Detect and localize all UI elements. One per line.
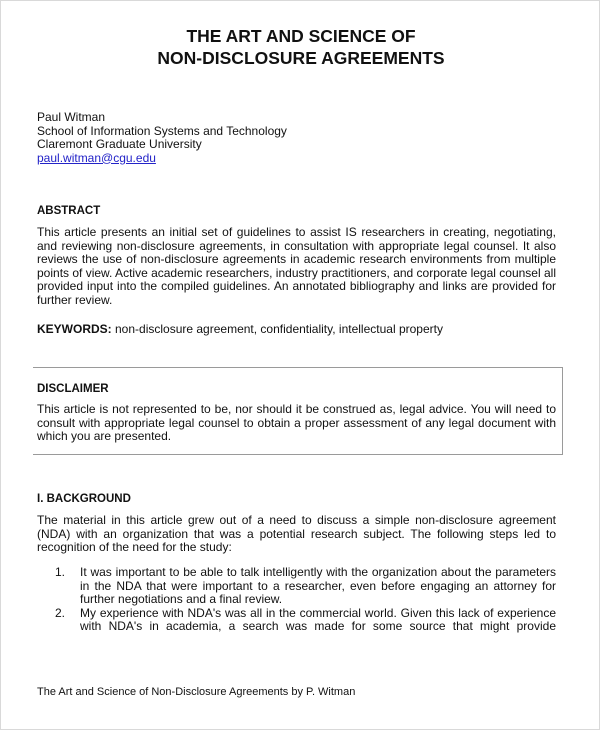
disclaimer-text: This article is not represented to be, nor should it be construed as, legal advice. You will need to consult with appropriate legal counsel to obtain a proper assessment of any legal document with which you are presented. (37, 402, 556, 443)
author-name: Paul Witman (37, 110, 106, 124)
document-title (1, 25, 600, 69)
list-item-text: My experience with NDA's was all in the commercial world. Given this lack of experience with NDA's in academia, a search was made for some source that might provide (80, 605, 556, 633)
author-institution: Claremont Graduate University (37, 137, 202, 151)
list-item-number: 1. (55, 565, 66, 579)
list-item (37, 566, 556, 607)
list-item (37, 607, 556, 634)
keywords-label: KEYWORDS: (37, 322, 112, 336)
background-steps-list (37, 566, 556, 634)
title-line-1: THE ART AND SCIENCE OF (186, 26, 416, 46)
abstract-heading: ABSTRACT (37, 205, 101, 217)
background-heading: I. BACKGROUND (37, 493, 131, 505)
author-department: School of Information Systems and Technology (37, 123, 287, 138)
list-item-number: 2. (55, 605, 66, 620)
background-text: The material in this article grew out of a need to discuss a simple non-disclosure agreement (NDA) with an organization that was a potential research subject. The following steps led to recognition of the need for the study: (37, 513, 556, 554)
author-email-link[interactable]: paul.witman@cgu.edu (37, 150, 156, 165)
keywords-text: non-disclosure agreement, confidentiality, intellectual property (111, 322, 443, 336)
keywords-line (37, 322, 443, 336)
abstract-text: This article presents an initial set of guidelines to assist IS researchers in creating, negotiating, and reviewing non-disclosure agreements, in consultation with appropriate legal counsel. It also reviews the use of non-disclosure agreements in academic research environments from multiple points of view. Active academic researchers, industry practitioners, and corporate legal counsel all provided input into the compiled guidelines. An annotated bibliography and links are provided for further review. (37, 225, 556, 307)
disclaimer-heading: DISCLAIMER (37, 383, 109, 395)
author-block (37, 111, 287, 165)
list-item-text: It was important to be able to talk intelligently with the organization about the parameters in the NDA that were important to a researcher, even before engaging an attorney for further negotiations and a final review. (80, 565, 556, 606)
title-line-2: NON-DISCLOSURE AGREEMENTS (157, 48, 445, 68)
page-footer: The Art and Science of Non-Disclosure Agreements by P. Witman (37, 686, 356, 698)
